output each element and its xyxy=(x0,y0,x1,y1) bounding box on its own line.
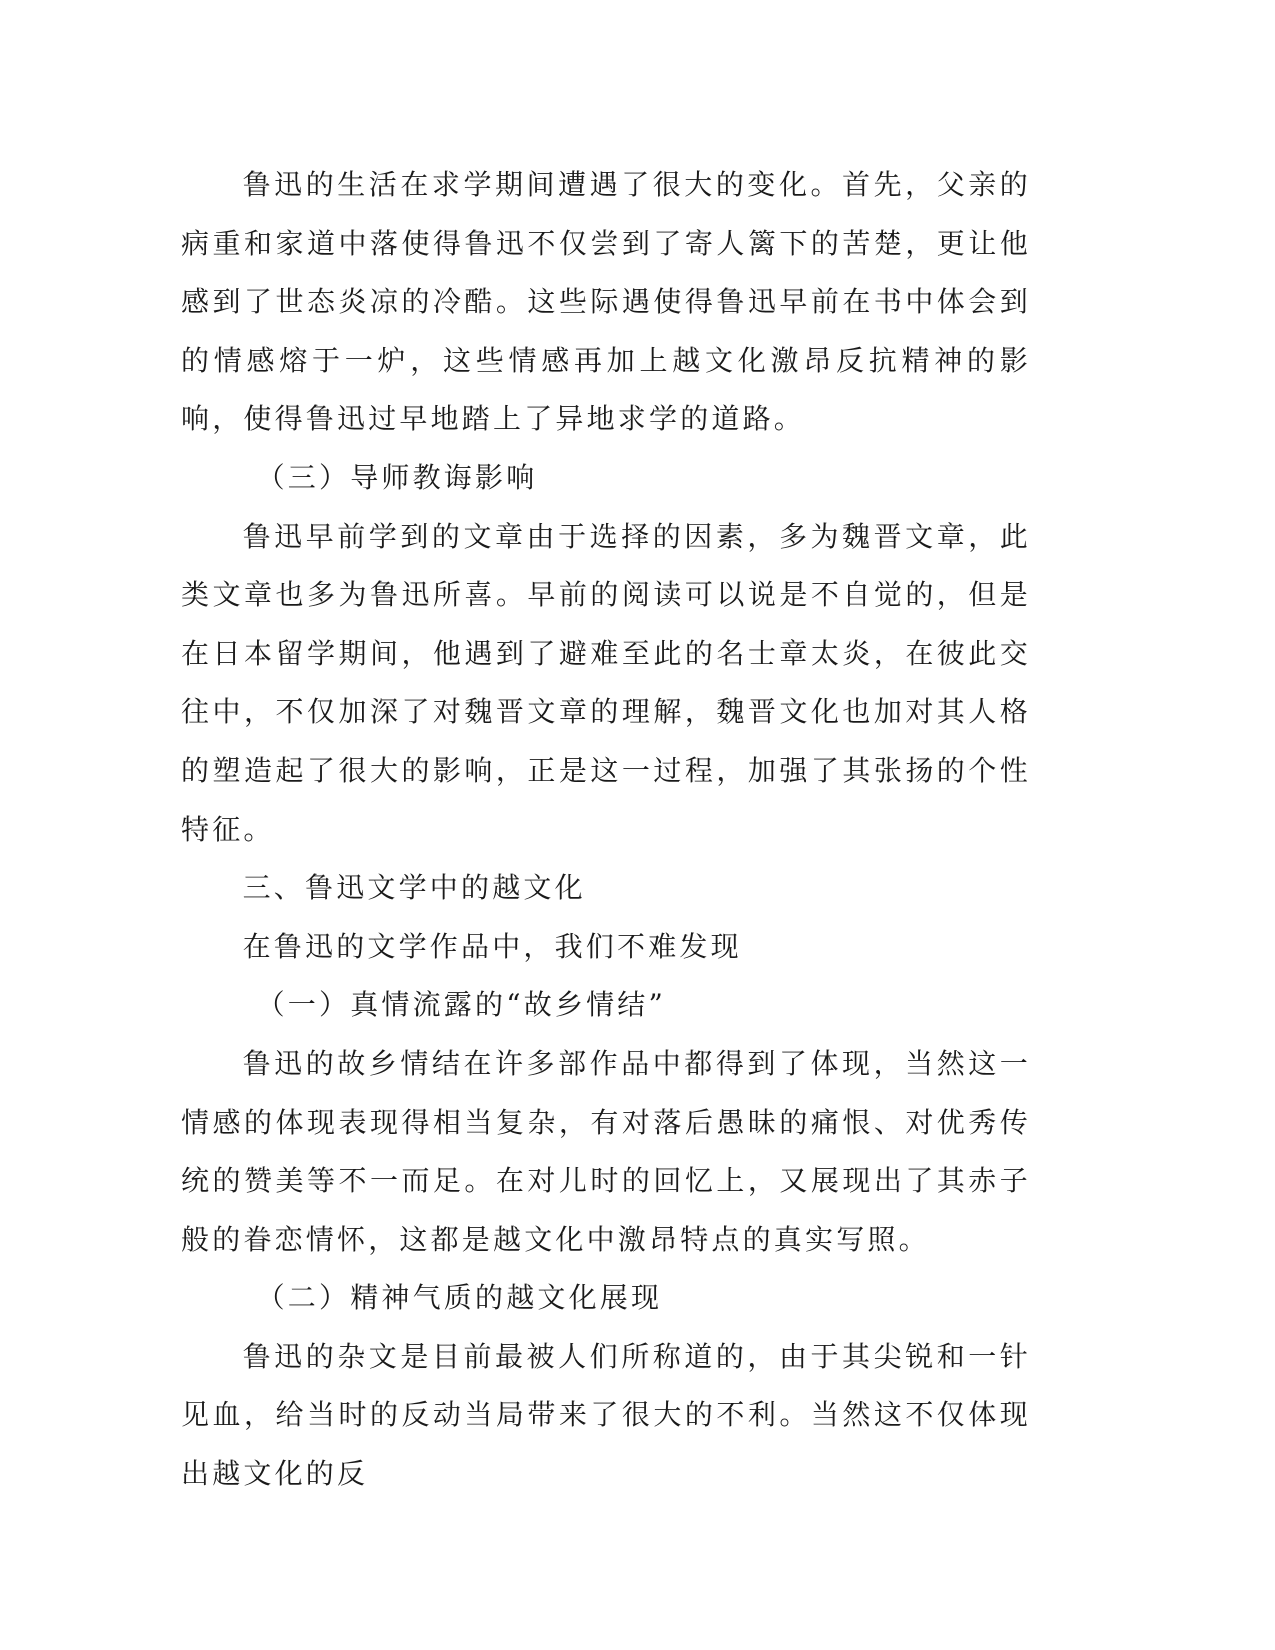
body-paragraph: 鲁迅的故乡情结在许多部作品中都得到了体现，当然这一情感的体现表现得相当复杂，有对落后愚昧的痛恨、对优秀传统的赞美等不一而足。在对儿时的回忆上，又展现出了其赤子般的眷恋情怀，这都是越文化中激昂特点的真实写照。 xyxy=(181,1046,1031,1256)
section-heading: （三）导师教诲影响 xyxy=(256,460,538,494)
body-paragraph: 鲁迅早前学到的文章由于选择的因素，多为魏晋文章，此类文章也多为鲁迅所喜。早前的阅读可以说是不自觉的，但是在日本留学期间，他遇到了避难至此的名士章太炎，在彼此交往中，不仅加深了对魏晋文章的理解，魏晋文化也加对其人格的塑造起了很大的影响，正是这一过程，加强了其张扬的个性特征。 xyxy=(181,519,1031,846)
document-body xyxy=(181,156,1031,1504)
body-paragraph: 鲁迅的杂文是目前最被人们所称道的，由于其尖锐和一针见血，给当时的反动当局带来了很大的不利。当然这不仅体现出越文化的反 xyxy=(181,1339,1031,1491)
body-paragraph: 在鲁迅的文学作品中，我们不难发现 xyxy=(242,929,742,963)
body-paragraph: 鲁迅的生活在求学期间遭遇了很大的变化。首先，父亲的病重和家道中落使得鲁迅不仅尝到了寄人篱下的苦楚，更让他感到了世态炎凉的冷酷。这些际遇使得鲁迅早前在书中体会到的情感熔于一炉，这些情感再加上越文化激昂反抗精神的影响，使得鲁迅过早地踏上了异地求学的道路。 xyxy=(181,168,1031,436)
section-heading: （一）真情流露的“故乡情结” xyxy=(256,988,667,1022)
chapter-heading: 三、鲁迅文学中的越文化 xyxy=(242,871,586,905)
section-heading: （二）精神气质的越文化展现 xyxy=(256,1281,663,1315)
